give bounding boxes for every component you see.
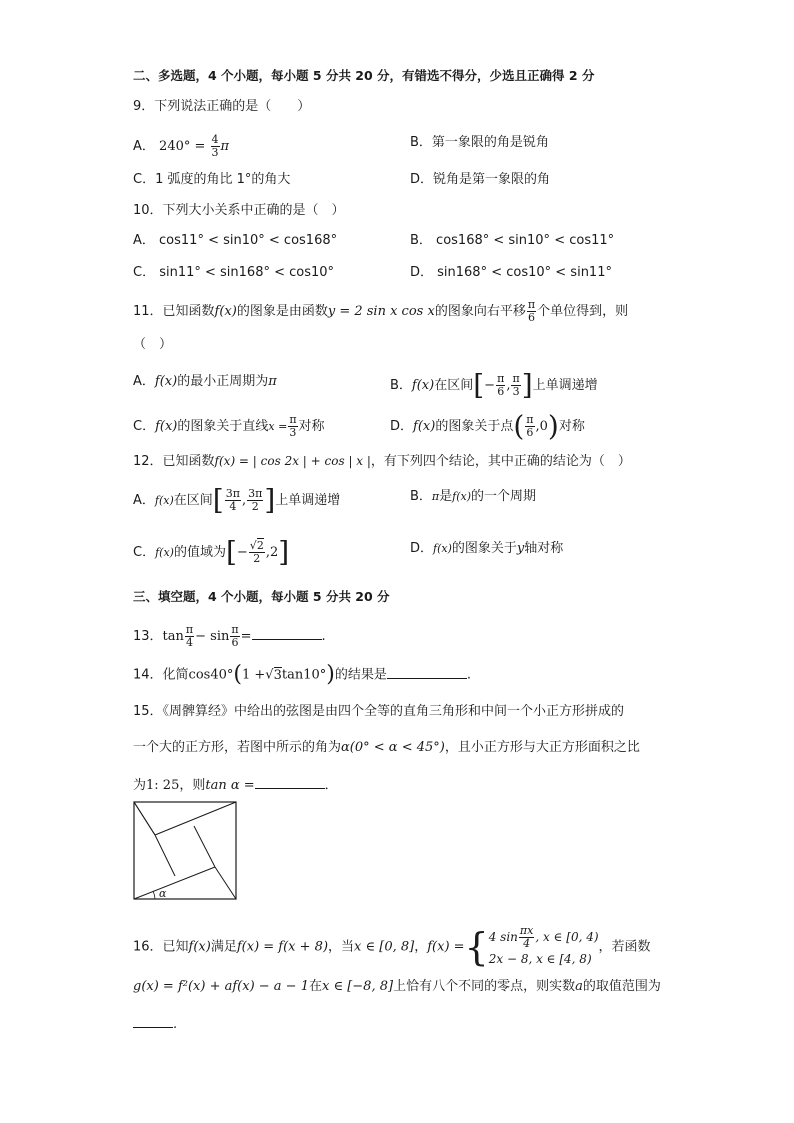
q13-line [133,624,326,649]
alpha-arc [153,891,155,899]
q12-c-neg: − [236,545,248,560]
q11-b-neg: − [484,378,496,393]
q12-b-pi: π [431,490,440,503]
q16-end: . [173,1017,178,1032]
q16-fx2: f(x) = [427,939,465,955]
q12-b-label: B． [410,489,432,504]
triangle-edge-3 [155,802,236,835]
q12-stem [133,452,631,471]
triangle-edge-2 [215,867,236,899]
q12-a-post: 上单调递增 [275,493,341,508]
q11-stem-mid: 的图象是由函数 [236,304,328,319]
q13-eq: = [240,629,252,644]
q16-answer-blank[interactable] [133,1015,173,1028]
q11-c-den: 3 [289,426,297,439]
q11-d-den: 6 [526,426,534,439]
q12-b-post: 的一个周期 [471,489,537,504]
q16-eq1: f(x) = f(x + 8) [236,939,329,955]
q16-line2-mid: 在 [308,979,322,994]
outer-square [134,802,236,899]
q10-option-b[interactable]: B． cos168° < sin10° < cos11° [410,233,615,248]
q16-case1 [489,925,599,950]
q11-option-a[interactable] [133,373,277,391]
q12-a-frac2 [247,488,263,513]
q15-ratio: 1: 25 [146,778,180,793]
q15-chord-diagram [133,801,237,901]
q12-b-mid: 是 [439,489,453,504]
q12-a-den1: 4 [229,500,237,513]
q12-c-sqrt: 2 [256,539,264,552]
q14-sqrt: √3 [265,667,282,683]
q16-case2: 2x − 8, x ∈ [4, 8) [488,952,592,966]
q12-option-b[interactable] [410,488,536,506]
q15-line1: 15．《周髀算经》中给出的弦图是由四个全等的直角三角形和中间一个小正方形拼成的 [133,704,625,719]
q11-c-label: C． [133,419,156,434]
q13-frac2 [230,624,239,649]
q14-one-plus: 1 + [241,667,266,683]
q11-d-frac [525,414,534,439]
q12-a-bracket-open: [ [212,483,224,517]
alpha-label: α [159,887,167,900]
q11-b-comma: , [506,378,511,393]
q16-comma: ， [414,939,428,955]
q11-d-post: 对称 [558,419,585,434]
q11-b-bracket-close: ] [521,368,533,402]
q12-c-fx: f(x) [155,546,174,559]
q13-den1: 4 [186,636,194,649]
q12-d-fx: f(x) [433,542,452,555]
q16-case1-b: , x ∈ [0, 4) [535,930,599,944]
q11-b-label: B． [390,378,412,393]
q14-label: 14．化简 [133,667,189,683]
q12-b-fx: f(x) [452,490,472,503]
q15-end: ． [324,778,338,793]
section-heading-multi: 二、多选题，4 个小题，每小题 5 分共 20 分，有错选不得分，少选且正确得 2 分 [133,68,595,83]
q14-tan: tan10° [281,667,327,683]
q11-b-num2: π [512,372,520,385]
q11-shift-num: π [527,298,536,311]
inner-square-right [194,826,215,867]
q15-line2-post: ，且小正方形与大正方形面积之比 [444,740,640,755]
q16-mid2: ，当 [328,939,355,955]
q12-c-two: ,2 [265,545,279,560]
q16-brace: { [464,925,489,969]
q16-line2-post2: 的取值范围为 [582,979,661,994]
q11-option-d[interactable] [390,409,585,443]
q11-d-label: D． [390,419,414,434]
q14-paren-close: ) [326,662,335,687]
q15-line2-pre: 一个大的正方形，若图中所示的角为 [133,740,342,755]
q11-c-frac [288,414,297,439]
q12-c-bracket-close: ] [278,535,290,569]
q11-stem-post: 个单位得到，则 [537,304,629,319]
q16-cases [489,925,599,969]
q11-b-num1: π [497,372,505,385]
q11-b-fx: f(x) [411,378,435,393]
q12-d-mid: 的图象关于 [451,541,517,556]
q15-tan: tan α = [205,778,255,793]
q9-stem: 9．下列说法正确的是（ ） [133,99,311,114]
q13-frac1 [185,624,194,649]
q13-minus-sin: − sin [195,629,230,644]
q9-a-pi: π [220,139,230,154]
q11-a-fx: f(x) [154,374,178,389]
q12-d-y: y [516,541,525,556]
q11-d-fx: f(x) [413,419,436,434]
q9-a-label: A． [133,139,155,154]
q11-a-pi: π [268,374,277,389]
q14-end: . [466,667,471,683]
q12-a-label: A． [133,493,155,508]
q16-case1-frac [519,925,534,950]
q12-c-den: 2 [253,552,261,565]
q9-a-text: 240° = [159,139,206,154]
q11-b-post: 上单调递增 [532,378,598,393]
q12-option-a[interactable] [133,483,341,517]
q16-fx: f(x) [188,939,211,955]
q11-shift-den: 6 [527,311,535,324]
q11-d-zero: ,0 [535,419,548,434]
q16-line2 [133,978,661,996]
q11-d-paren-open: ( [513,409,525,443]
q11-b-frac2 [511,373,520,398]
q16-a: a [575,979,583,994]
q13-label: 13． [133,629,163,644]
q12-stem-post: ，有下列四个结论，其中正确的结论为（ ） [370,454,631,469]
triangle-edge-5 [134,802,155,835]
q12-c-mid: 的值域为 [173,545,226,560]
q11-stem [133,299,628,324]
q11-c-num: π [289,413,297,426]
q11-paren: （ ） [133,337,173,352]
q16-line1 [133,925,651,969]
q11-option-c[interactable] [133,414,325,439]
q9-option-d[interactable]: D．锐角是第一象限的角 [410,172,551,187]
q12-c-bracket-open: [ [225,535,237,569]
q16-line2-post1: 上恰有八个不同的零点，则实数 [393,979,576,994]
section-heading-fill: 三、填空题，4 个小题，每小题 5 分共 20 分 [133,589,390,604]
q16-g-expr: g(x) = f²(x) + af(x) − a − 1 [133,979,309,994]
q12-expr: f(x) = | cos 2x | + cos | x | [214,454,371,468]
q11-b-den2: 3 [512,385,520,398]
q12-a-bracket-close: ] [264,483,276,517]
q14-sqrt-value: 3 [273,667,282,683]
q15-line3-mid: ，则 [179,778,206,793]
q12-c-num: √2 [249,539,264,552]
q11-stem-mid2: 的图象向右平移 [434,304,526,319]
q12-a-num2: 3π [248,487,263,500]
q10-option-a[interactable]: A． cos11° < sin10° < cos168° [133,233,338,248]
q11-shift-fraction [527,299,536,324]
q11-d-num: π [526,413,534,426]
q11-c-x: x = [268,420,288,433]
q10-option-c[interactable]: C． sin11° < sin168° < cos10° [133,265,335,280]
q11-option-b[interactable] [390,368,598,402]
q14-cos: cos40° [188,667,234,683]
q13-den2: 6 [231,636,239,649]
inner-square-left [155,835,175,876]
q16-line2-dom: x ∈ [−8, 8] [322,979,394,994]
q12-a-fx: f(x) [154,494,174,507]
q13-num1: π [185,623,194,636]
q12-a-num1: 3π [225,487,240,500]
q12-a-den2: 2 [251,500,259,513]
q9-option-b[interactable]: B．第一象限的角是锐角 [410,135,549,150]
q11-d-mid: 的图象关于点 [435,419,514,434]
q16-case1-den: 4 [523,937,531,950]
triangle-edge-1 [134,867,215,899]
q11-stem-pre: 11．已知函数 [133,304,215,319]
q14-paren-open: ( [233,662,242,687]
q11-c-fx: f(x) [155,419,178,434]
q13-answer-blank[interactable] [252,627,322,640]
q15-alpha-expr: α(0° < α < 45°) [341,740,445,755]
q12-option-c[interactable] [133,535,290,569]
q11-c-post: 对称 [298,419,325,434]
q16-post: ，若函数 [598,939,651,955]
q11-b-mid: 在区间 [434,378,474,393]
q11-b-bracket-open: [ [473,368,485,402]
q14-line [133,662,471,687]
q16-case1-num: πx [519,924,534,937]
q9-option-c[interactable]: C．1 弧度的角比 1°的角大 [133,172,291,187]
q12-a-mid: 在区间 [173,493,213,508]
q15-answer-blank[interactable] [255,776,325,789]
q16-line3 [133,1015,177,1034]
q12-c-frac [249,540,265,565]
q12-option-d[interactable] [410,540,563,558]
q9-a-fraction [211,134,220,159]
q13-end: . [321,629,326,644]
q11-b-den1: 6 [497,385,505,398]
q12-a-frac1 [225,488,241,513]
q10-option-d[interactable]: D． sin168° < cos10° < sin11° [410,265,612,280]
q15-line2 [133,739,640,757]
q9-a-num: 4 [211,133,219,146]
q9-option-a[interactable] [133,134,229,159]
q11-expr: y = 2 sin x cos x [327,304,435,319]
q9-a-den: 3 [211,146,219,159]
q15-line3 [133,776,338,795]
q12-c-label: C． [133,545,156,560]
q11-d-paren-close: ) [547,409,559,443]
q16-label: 16．已知 [133,939,189,955]
q16-dom: x ∈ [0, 8] [354,939,415,955]
q13-num2: π [231,623,239,636]
q12-d-post: 轴对称 [524,541,564,556]
q11-c-mid: 的图象关于直线 [177,419,269,434]
q13-tan: tan [162,629,184,644]
q11-a-label: A． [133,374,155,389]
q11-b-frac1 [496,373,505,398]
q10-stem: 10．下列大小关系中正确的是（ ） [133,203,345,218]
q11-fx: f(x) [214,304,237,319]
q11-a-text: 的最小正周期为 [177,374,269,389]
q15-line3-pre: 为 [133,778,147,793]
q12-d-label: D． [410,541,434,556]
q12-stem-pre: 12．已知函数 [133,454,215,469]
q14-answer-blank[interactable] [387,666,467,679]
q16-case1-a: 4 sin [488,930,518,944]
q14-post: 的结果是 [334,667,387,683]
q16-mid1: 满足 [210,939,237,955]
q12-a-comma: , [241,493,247,508]
